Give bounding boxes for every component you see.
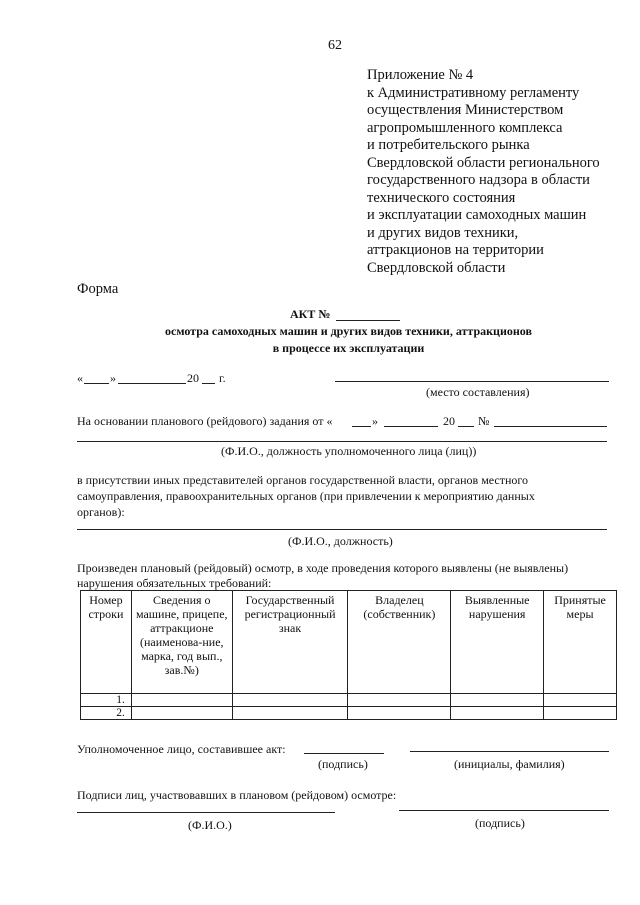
authorized-name-line <box>410 751 609 752</box>
form-label: Форма <box>77 281 119 297</box>
act-subtitle-2: в процессе их эксплуатации <box>272 341 425 355</box>
appendix-block <box>367 67 600 277</box>
appendix-line: Приложение № 4 <box>367 67 474 83</box>
participants-label: Подписи лиц, участвовавших в плановом (рейдовом) осмотре: <box>77 788 397 802</box>
appendix-line: осуществления Министерством <box>367 102 564 118</box>
basis-number-line <box>494 426 607 427</box>
appendix-line: и потребительского рынка <box>367 137 530 153</box>
authorized-signature-caption: (подпись) <box>318 757 368 771</box>
date-year-prefix: 20 <box>187 371 199 385</box>
presence-line: самоуправления, правоохранительных органов (при привлечении к мероприятию данных <box>77 489 535 503</box>
date-quote-open: « <box>77 371 83 385</box>
presence-caption: (Ф.И.О., должность) <box>288 534 393 548</box>
table-cell <box>451 694 544 707</box>
basis-number-sign: № <box>478 414 490 428</box>
inspection-line: Произведен плановый (рейдовый) осмотр, в ходе проведения которого выявлены (не выявлены) <box>77 561 569 575</box>
basis-text: На основании планового (рейдового) задания от « <box>77 414 333 428</box>
date-month-line <box>118 383 186 384</box>
table-cell <box>131 694 232 707</box>
table-row <box>81 707 617 720</box>
table-header-cell: Принятые меры <box>544 591 617 694</box>
basis-quote-close: » <box>372 414 378 428</box>
participants-signature-line <box>399 810 609 811</box>
act-number-line <box>336 320 400 321</box>
participants-signature-caption: (подпись) <box>475 816 525 830</box>
appendix-line: к Административному регламенту <box>367 84 580 101</box>
appendix-line: Свердловской области <box>367 259 506 276</box>
date-quote-close: » <box>110 371 116 385</box>
basis-day-line <box>352 426 371 427</box>
table-header-cell: Сведения о машине, прицепе, аттракционе (наименова-ние, марка, год вып., зав.№) <box>131 591 232 694</box>
place-line <box>335 381 609 382</box>
date-year-suffix: г. <box>219 371 226 385</box>
place-caption: (место составления) <box>426 385 530 399</box>
table-header-row <box>81 591 617 694</box>
table-cell <box>232 707 348 720</box>
appendix-line: Свердловской области регионального <box>367 154 600 171</box>
appendix-line: технического состояния <box>367 189 516 206</box>
act-title: АКТ № <box>290 307 331 321</box>
table-cell <box>232 694 348 707</box>
basis-caption: (Ф.И.О., должность уполномоченного лица (лиц)) <box>221 444 477 458</box>
table-header-cell: Государственный регистрационный знак <box>232 591 348 694</box>
table-cell-number: 2. <box>81 707 132 720</box>
act-subtitle-1: осмотра самоходных машин и других видов техники, аттракционов <box>165 324 532 338</box>
appendix-line: агропромышленного комплекса <box>367 119 563 136</box>
date-day-line <box>84 383 109 384</box>
authorized-label: Уполномоченное лицо, составившее акт: <box>77 742 286 756</box>
presence-line: органов): <box>77 505 125 519</box>
presence-line: в присутствии иных представителей органов государственной власти, органов местного <box>77 473 529 487</box>
participants-name-caption: (Ф.И.О.) <box>188 818 232 832</box>
table-cell <box>544 694 617 707</box>
participants-name-line <box>77 812 335 813</box>
table-cell-number: 1. <box>81 694 132 707</box>
presence-fio-line <box>77 529 607 530</box>
page-number: 62 <box>328 38 342 53</box>
authorized-name-caption: (инициалы, фамилия) <box>454 757 565 771</box>
inspection-line: нарушения обязательных требований: <box>77 576 272 590</box>
table-header-cell: Выявленные нарушения <box>451 591 544 694</box>
table-cell <box>348 707 451 720</box>
violations-table <box>80 590 617 720</box>
basis-year-prefix: 20 <box>443 414 455 428</box>
table-cell <box>131 707 232 720</box>
basis-month-line <box>384 426 438 427</box>
table-header-cell: Номер строки <box>81 591 132 694</box>
table-header-cell: Владелец (собственник) <box>348 591 451 694</box>
basis-year-line <box>458 426 474 427</box>
appendix-line: и эксплуатации самоходных машин <box>367 207 587 223</box>
table-cell <box>451 707 544 720</box>
appendix-line: и других видов техники, <box>367 224 519 241</box>
authorized-signature-line <box>304 753 384 754</box>
basis-fio-line <box>77 441 607 442</box>
table-row <box>81 694 617 707</box>
table-cell <box>544 707 617 720</box>
table-cell <box>348 694 451 707</box>
date-year-line <box>202 383 215 384</box>
appendix-line: аттракционов на территории <box>367 242 544 258</box>
appendix-line: государственного надзора в области <box>367 172 590 188</box>
